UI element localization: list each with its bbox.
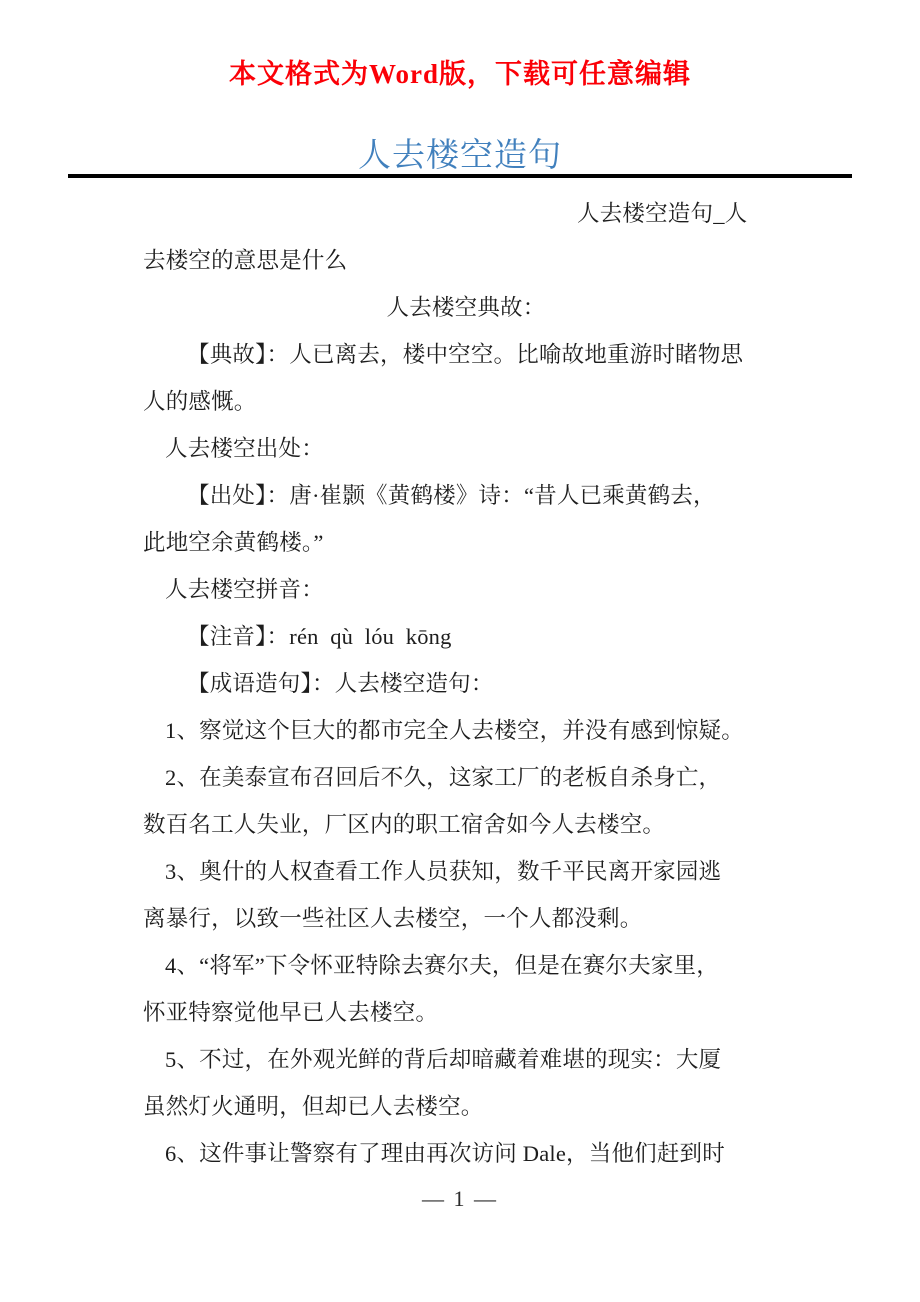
body-line: 数百名工人失业，厂区内的职工宿舍如今人去楼空。 (143, 812, 666, 837)
body-line: 【典故】：人已离去，楼中空空。比喻故地重游时睹物思 (187, 342, 744, 367)
body-line: 【注音】：rén qù lóu kōng (187, 624, 452, 649)
body-line: 【成语造句】：人去楼空造句： (187, 671, 494, 696)
title-divider-rule (68, 174, 852, 178)
body-line: 人去楼空出处： (165, 436, 324, 461)
body-line: 4、“将军”下令怀亚特除去赛尔夫，但是在赛尔夫家里， (165, 953, 719, 978)
page-title: 人去楼空造句 (358, 138, 562, 175)
body-line: 2、在美泰宣布召回后不久，这家工厂的老板自杀身亡， (165, 765, 722, 790)
body-line: 3、奥什的人权查看工作人员获知，数千平民离开家园逃 (165, 859, 722, 884)
body-line: 此地空余黄鹤楼。” (143, 530, 324, 555)
body-line: 去楼空的意思是什么 (143, 248, 348, 273)
document-body (143, 190, 789, 1177)
page-number-footer: — 1 — (422, 1186, 498, 1211)
word-format-banner: 本文格式为Word版，下载可任意编辑 (228, 59, 691, 89)
body-line: 人的感慨。 (143, 389, 257, 414)
body-line: 5、不过，在外观光鲜的背后却暗藏着难堪的现实：大厦 (165, 1047, 722, 1072)
body-line: 离暴行，以致一些社区人去楼空，一个人都没剩。 (143, 906, 643, 931)
body-line: 人去楼空典故： (386, 295, 546, 320)
body-line: 人去楼空造句_人 (577, 201, 748, 226)
body-line: 1、察觉这个巨大的都市完全人去楼空，并没有感到惊疑。 (165, 718, 744, 743)
body-line: 人去楼空拼音： (165, 577, 324, 602)
body-line: 6、这件事让警察有了理由再次访问 Dale，当他们赶到时 (165, 1141, 725, 1166)
body-line: 怀亚特察觉他早已人去楼空。 (143, 1000, 439, 1025)
body-line: 【出处】：唐·崔颢《黄鹤楼》诗：“昔人已乘黄鹤去， (187, 483, 716, 508)
body-line: 虽然灯火通明，但却已人去楼空。 (143, 1094, 484, 1119)
